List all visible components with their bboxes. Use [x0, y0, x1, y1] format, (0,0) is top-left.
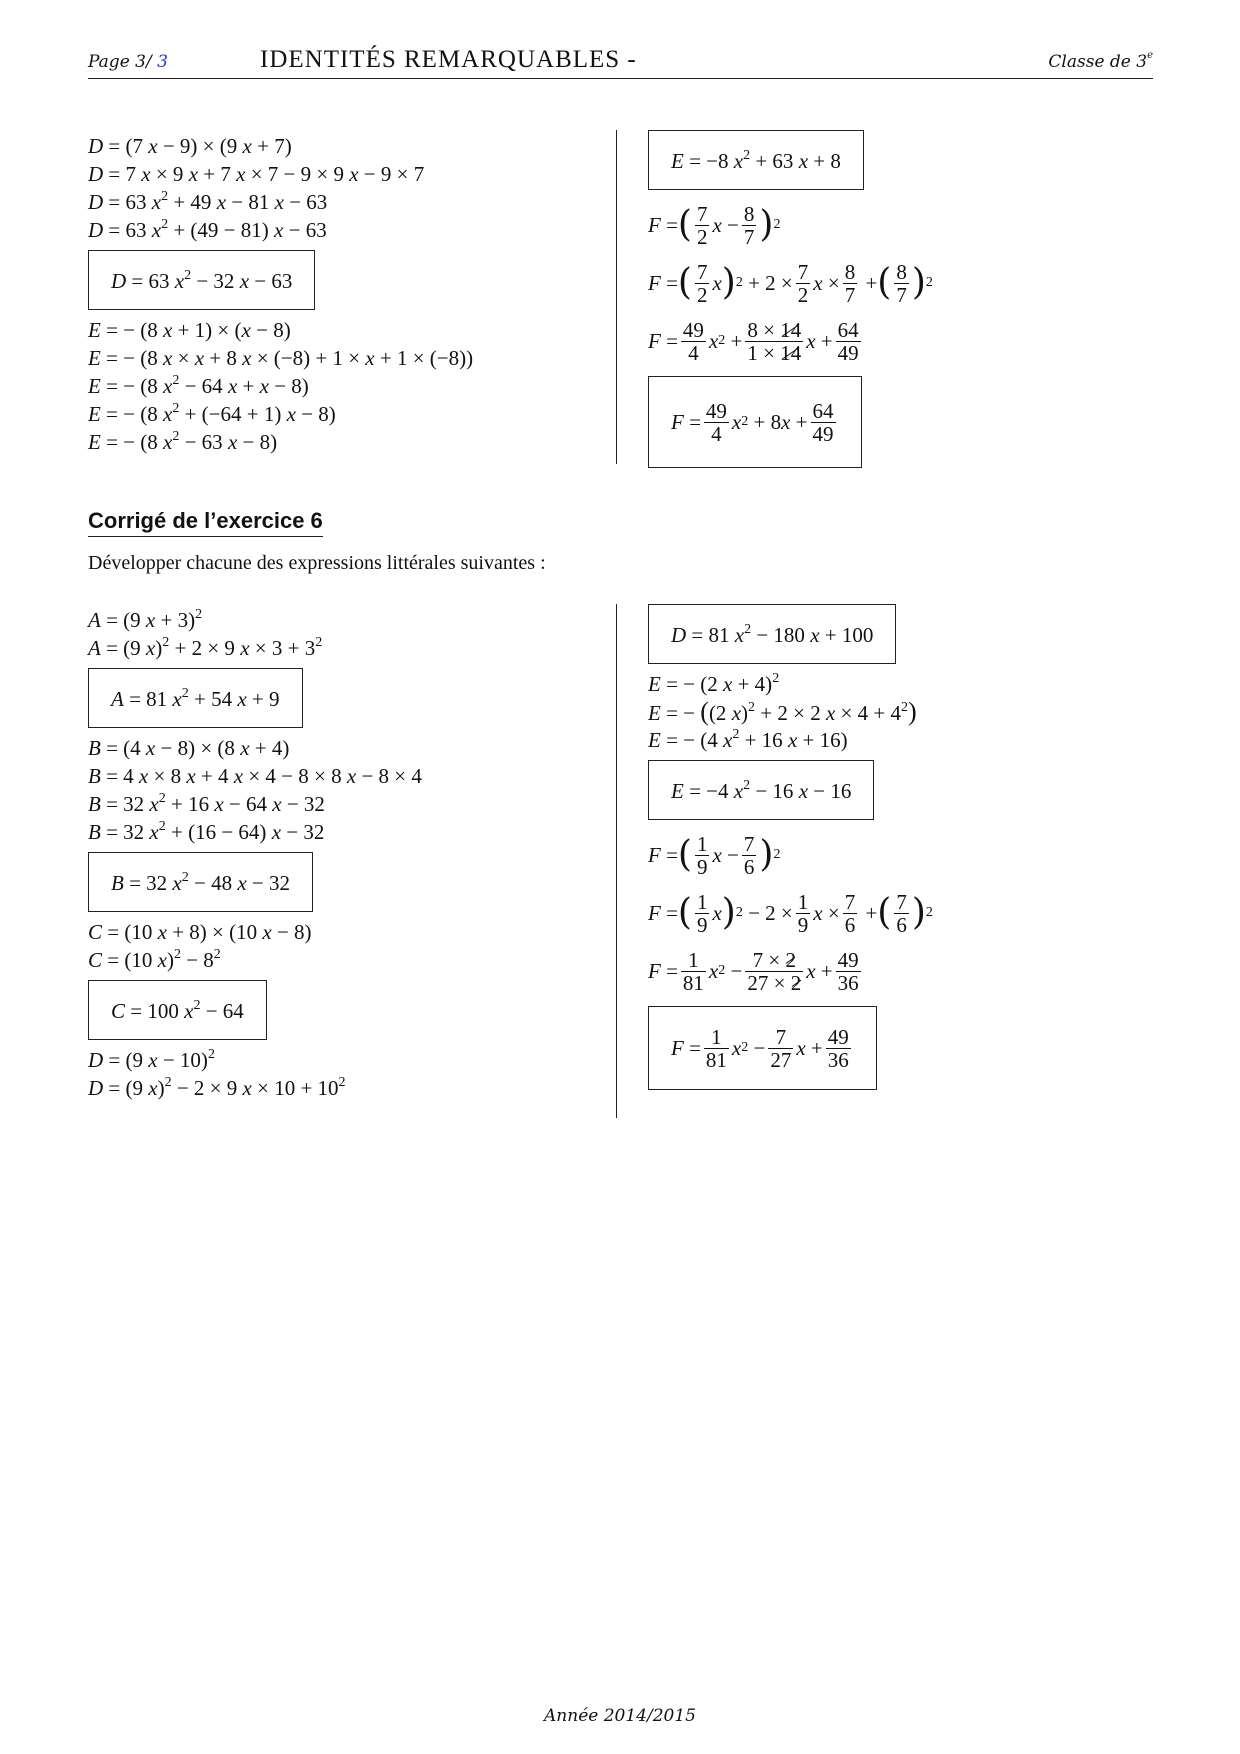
ex6-E-result-box: E = −4 $x^2 - 16$ x − 16 — [648, 760, 874, 820]
ex5-E-step1: E = − (8 x + 1) × (x − 8) — [88, 318, 291, 342]
ex5-E-step2: E = − (8 x × x + 8 x × (−8) + 1 × x + 1 × (−8)) — [88, 346, 474, 370]
page-header — [88, 46, 1153, 79]
ex6-B-step2: B = 4 x × 8 x + 4 x × 4 − 8 × 8 x − 8 × 4 — [88, 764, 422, 788]
ex5-left-column — [88, 132, 473, 456]
ex6-B-step4: B = 32 $x^2 + (16 - 64) x - 32$ — [88, 819, 325, 844]
document-title: IDENTITÉS REMARQUABLES - — [260, 46, 637, 73]
ex6-F-step2: F = ( $\frac{1}{9}$ x ) 2 − 2 × $\frac{1}{9}$ x × $\frac{7}{6}$ + ( $\frac{7}{6}$ ) 2 — [648, 889, 933, 937]
ex6-D-step1: D = (9 x − 10)$^2$ — [88, 1047, 215, 1072]
ex5-column-divider — [616, 130, 617, 464]
ex5-D-step1: D = (7 x − 9) × (9 x + 7) — [88, 134, 292, 158]
exercise-6-title: Corrigé de l’exercice 6 — [88, 508, 323, 537]
ex5-E-step4: E = − (8 $x^2 + (-64 + 1) x - 8$) — [88, 401, 336, 426]
ex5-D-step4: D = 63 $x^2 + (49 - 81) x - 63$ — [88, 217, 327, 242]
ex5-E-result-box: E = −8 $x^2 + 63$ x + 8 — [648, 130, 864, 190]
ex6-D-result-box: D = 81 $x^2 - 180$ x + 100 — [648, 604, 896, 664]
ex5-F-step3: F = $\frac{49}{4}$ x 2 + $\frac{8 \times 14}{1 \times 14}$ x + $\frac{64}{49}$ — [648, 317, 859, 365]
ex6-A-step1: A = (9 x + 3)$^2$ — [88, 607, 203, 632]
page-footer: Année 2014/2015 — [544, 1706, 696, 1726]
ex6-E-step1: E = − (2 x + 4)$^2$ — [648, 671, 780, 696]
ex5-F-step1: F = ( $\frac{7}{2}$ x − $\frac{8}{7}$ ) 2 — [648, 201, 781, 249]
page-total-link[interactable]: 3 — [157, 52, 168, 72]
class-label: Classe de 3e — [1048, 50, 1153, 72]
ex6-C-result-box: C = 100 $x^2 - 64$ — [88, 980, 267, 1040]
ex6-B-step1: B = (4 x − 8) × (8 x + 4) — [88, 736, 290, 760]
ex6-E-step3: E = − (4 $x^2 + 16$ x + 16) — [648, 727, 848, 752]
ex5-E-step5: E = − (8 $x^2 - 63$ x − 8) — [88, 429, 278, 454]
ex5-F-step2: F = ( $\frac{7}{2}$ x ) 2 + 2 × $\frac{7}{2}$ x × $\frac{8}{7}$ + ( $\frac{8}{7}$ ) 2 — [648, 259, 933, 307]
ex6-C-step1: C = (10 x + 8) × (10 x − 8) — [88, 920, 312, 944]
ex5-D-step3: D = 63 $x^2 + 49$ x − 81 x − 63 — [88, 189, 328, 214]
exercise-6-instructions: Développer chacune des expressions littérales suivantes : — [88, 552, 546, 574]
ex6-B-result-box: B = 32 $x^2 - 48$ x − 32 — [88, 852, 313, 912]
ex5-D-step2: D = 7 x × 9 x + 7 x × 7 − 9 × 9 x − 9 × 7 — [88, 162, 425, 186]
page-number: Page 3/ 3 — [88, 52, 168, 72]
ex6-A-result-box: A = 81 $x^2 + 54$ x + 9 — [88, 668, 303, 728]
ex5-D-result-box: D = 63 $x^2 - 32$ x − 63 — [88, 250, 315, 310]
ex6-A-step2: A = (9 x)$^2$ + 2 × 9 $x \times 3 + 3^2$ — [88, 635, 323, 660]
ex6-left-column — [88, 606, 422, 1102]
ex5-F-result-box: F = $\frac{49}{4}$ x 2 + 8 x + $\frac{64}{49}$ — [648, 376, 862, 468]
ex6-C-step2: C = (10 $x)^2 - 8^2$ — [88, 947, 221, 972]
ex5-right-column — [648, 124, 933, 474]
ex6-F-step1: F = ( $\frac{1}{9}$ x − $\frac{7}{6}$ ) 2 — [648, 831, 781, 879]
ex6-D-step2: D = (9 x)$^2$ − 2 × 9 $x \times 10 + 10^2$ — [88, 1075, 346, 1100]
ex6-B-step3: B = 32 $x^2 + 16$ x − 64 x − 32 — [88, 791, 325, 816]
ex6-right-column — [648, 598, 933, 1096]
ex6-F-result-box: F = $\frac{1}{81}$ x 2 − $\frac{7}{27}$ x + $\frac{49}{36}$ — [648, 1006, 877, 1090]
ex5-E-step3: E = − (8 $x^2 - 64$ x + x − 8) — [88, 373, 309, 398]
ex6-F-step3: F = $\frac{1}{81}$ x 2 − $\frac{7 \times 2}{27 \times 2}$ x + $\frac{49}{36}$ — [648, 947, 859, 995]
ex6-column-divider — [616, 604, 617, 1118]
ex6-E-step2: E = − ((2 x)$^2$ + 2 × 2 $x \times 4 + 4^2$) — [648, 697, 917, 726]
